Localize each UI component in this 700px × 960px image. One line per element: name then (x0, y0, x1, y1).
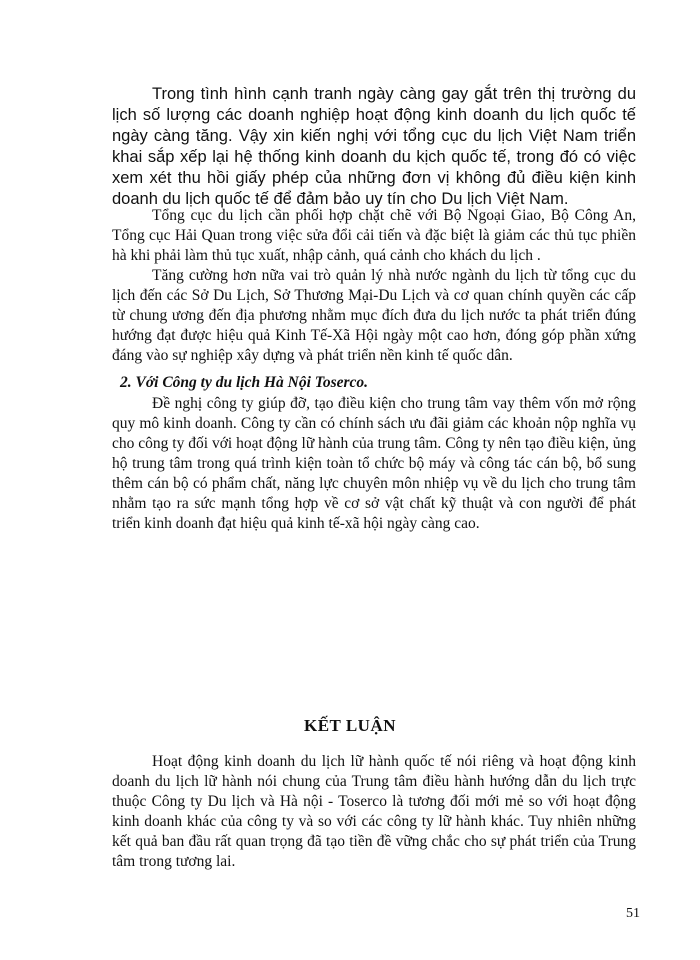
conclusion-title: KẾT LUẬN (303, 716, 396, 735)
page-number: 51 (626, 906, 640, 921)
paragraph-company-proposals: Đề nghị công ty giúp đỡ, tạo điều kiện cho trung tâm vay thêm vốn mở rộng quy mô kinh doanh. Công ty cần có chính sách ưu đãi giảm các khoản nộp nghĩa vụ cho công ty đối với hoạt động lữ hành của trung tâm. Công ty nên tạo điều kiện, ủng hộ trung tâm trong quá trình kiện toàn tổ chức bộ máy và công tác cán bộ, bổ sung thêm cán bộ có phẩm chất, năng lực chuyên môn nhiệp vụ về du lịch cho trung tâm nhằm tạo ra sức mạnh tổng hợp về cơ sở vật chất kỹ thuật và con người để phát triển kinh doanh đạt hiệu quả kinh tế-xã hội ngày càng cao. (112, 395, 636, 532)
section-heading: 2. Với Công ty du lịch Hà Nội Toserco. (120, 374, 369, 391)
paragraph-tourism-competition: Trong tình hình cạnh tranh ngày càng gay gắt trên thị trường du lịch số lượng các doanh nghiệp hoạt động kinh doanh du lịch quốc tế ngày càng tăng. Vậy xin kiến nghị với tổng cục du lịch Việt Nam triển khai sắp xếp lại hệ thống kinh doanh du kịch quốc tế, trong đó có việc xem xét thu hồi giấy phép của những đơn vị không đủ điều kiện kinh doanh du lịch quốc tế để đảm bảo uy tín cho Du lịch Việt Nam. (112, 85, 636, 208)
paragraph-coordination: Tổng cục du lịch cần phối hợp chặt chẽ với Bộ Ngoại Giao, Bộ Công An, Tổng cục Hải Quan trong việc sửa đổi cải tiến và đặc biệt là giảm các thủ tục phiền hà khi phải làm thủ tục xuất, nhập cảnh, quá cảnh cho khách du lịch . (112, 207, 636, 264)
paragraph-conclusion: Hoạt động kinh doanh du lịch lữ hành quốc tế nói riêng và hoạt động kinh doanh du lịch lữ hành nói chung của Trung tâm điều hành hướng dẫn du lịch trực thuộc Công ty Du lịch và Hà nội - Toserco là tương đối mới mẻ so với hoạt động kinh doanh khác của công ty và so với các công ty lữ hành khác. Tuy nhiên những kết quả ban đầu rất quan trọng đã tạo tiền đề vững chắc cho sự phát triển của Trung tâm trong tương lai. (112, 753, 636, 870)
paragraph-state-management: Tăng cường hơn nữa vai trò quản lý nhà nước ngành du lịch từ tổng cục du lịch đến các Sở Du Lịch, Sở Thương Mại-Du Lịch và cơ quan chính quyền các cấp từ chung ương đến địa phương nhằm mục đích đưa du lịch nước ta phát triển đúng hướng đạt được hiệu quả Kinh Tế-Xã Hội ngày một cao hơn, đóng góp phần xứng đáng vào sự nghiệp xây dựng và phát triển nền kinh tế quốc dân. (112, 267, 636, 364)
